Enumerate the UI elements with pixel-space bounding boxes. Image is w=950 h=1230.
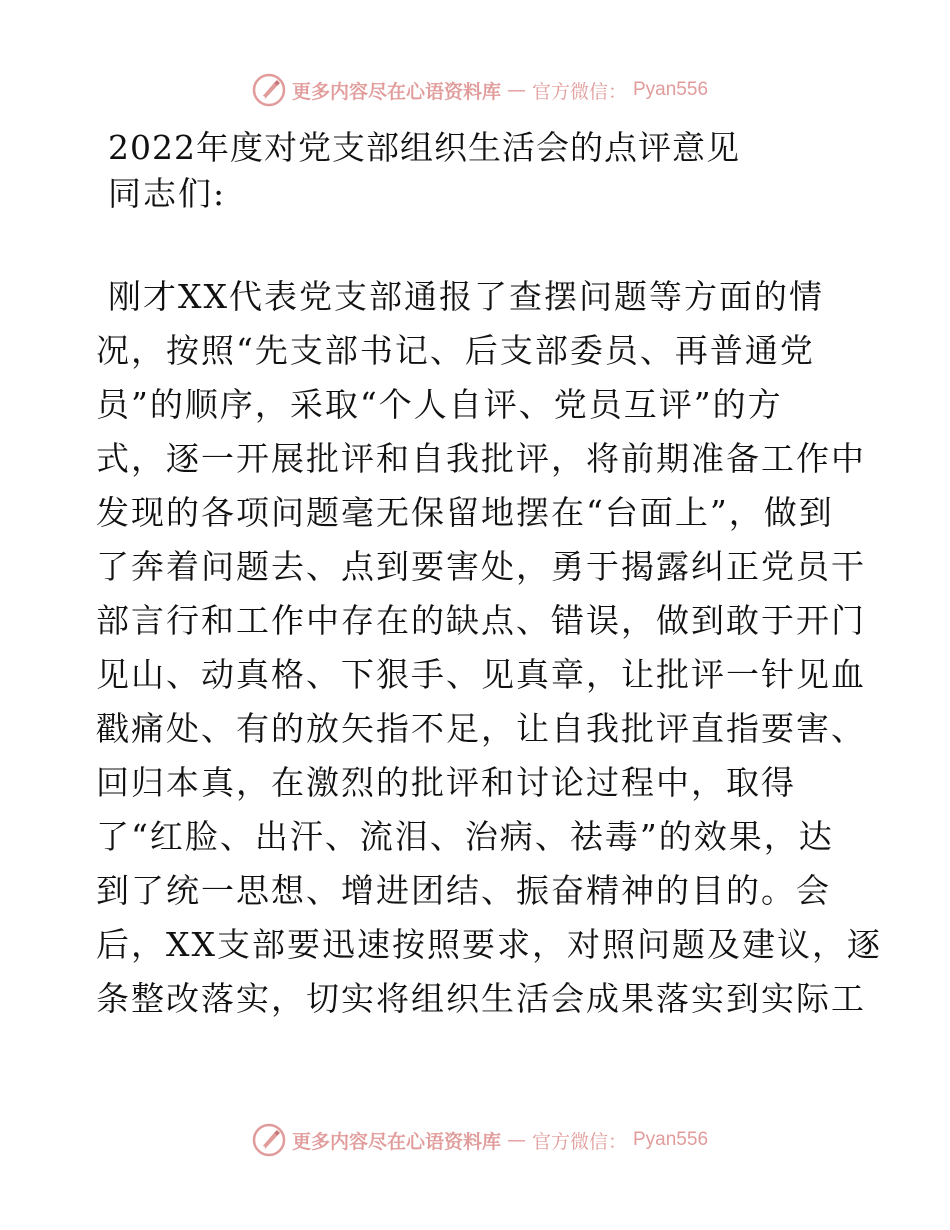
watermark-content	[252, 1123, 708, 1157]
pen-logo-icon	[252, 1123, 286, 1157]
body-line: 回归本真，在激烈的批评和讨论过程中，取得	[96, 763, 796, 802]
document-greeting: 同志们:	[108, 174, 227, 213]
body-line: 见山、动真格、下狠手、见真章，让批评一针见血	[96, 655, 866, 694]
header-watermark	[0, 70, 950, 110]
body-line: 况，按照“先支部书记、后支部委员、再普通党	[96, 331, 815, 370]
watermark-wechat-id: Pyan556	[633, 1129, 709, 1150]
document-body	[96, 272, 896, 1028]
watermark-separator: —	[506, 79, 526, 101]
body-line: 了“红脸、出汗、流泪、治病、祛毒”的效果，达	[96, 817, 834, 856]
watermark-official-label: 官方微信：	[531, 80, 627, 103]
document-title: 2022年度对党支部组织生活会的点评意见	[108, 128, 740, 167]
watermark-text: 更多内容尽在心语资料库	[291, 80, 501, 103]
body-line: 员”的顺序，采取“个人自评、党员互评”的方	[96, 385, 783, 424]
watermark-official-label: 官方微信：	[531, 1130, 627, 1153]
watermark-text: 更多内容尽在心语资料库	[291, 1130, 501, 1153]
pen-logo-icon	[252, 73, 286, 107]
body-line: 发现的各项问题毫无保留地摆在“台面上”，做到	[96, 493, 834, 532]
body-line: 刚才XX代表党支部通报了查摆问题等方面的情	[108, 277, 824, 316]
body-line: 了奔着问题去、点到要害处，勇于揭露纠正党员干	[96, 547, 866, 586]
body-line: 条整改落实，切实将组织生活会成果落实到实际工	[96, 979, 866, 1018]
body-line: 部言行和工作中存在的缺点、错误，做到敢于开门	[96, 601, 866, 640]
footer-watermark	[0, 1120, 950, 1160]
body-line: 到了统一思想、增进团结、振奋精神的目的。会	[96, 871, 831, 910]
body-line: 戳痛处、有的放矢指不足，让自我批评直指要害、	[96, 709, 866, 748]
body-line: 后，XX支部要迅速按照要求，对照问题及建议，逐	[96, 925, 882, 964]
watermark-wechat-id: Pyan556	[633, 79, 709, 100]
watermark-separator: —	[506, 1129, 526, 1151]
watermark-content	[252, 73, 708, 107]
body-line: 式，逐一开展批评和自我批评，将前期准备工作中	[96, 439, 866, 478]
